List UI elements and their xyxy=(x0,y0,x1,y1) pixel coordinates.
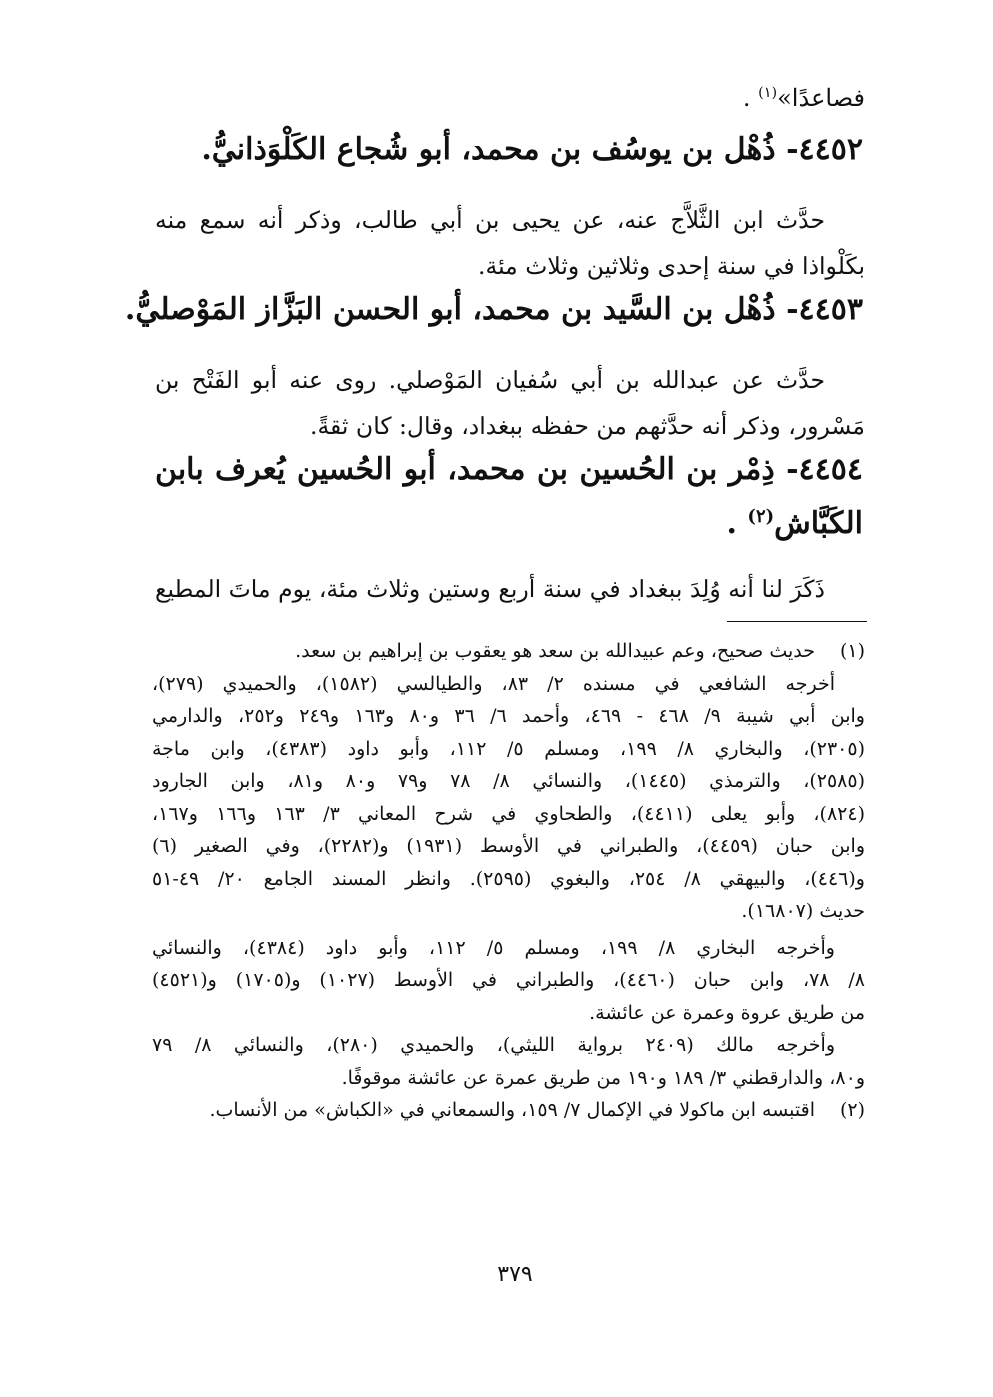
entry-4453-line-1: حدَّث عن عبدالله بن أبي سُفيان المَوْصلي. روى عنه أبو الفَتْح بن xyxy=(155,366,825,394)
footnote-1-line-1 xyxy=(152,635,865,668)
footnote-1-line-8: و(٤٤٦)، والبيهقي ٨/ ٢٥٤، والبغوي (٢٥٩٥). وانظر المسند الجامع ٢٠/ ٤٩-٥١ xyxy=(152,867,865,890)
footnote-2-number: (٢) xyxy=(839,1099,865,1121)
footnote-1-line-12: من طريق عروة وعمرة عن عائشة. xyxy=(589,1001,865,1024)
footnote-ref-1: (١) xyxy=(758,85,778,101)
footnote-1-line-9: حديث (١٦٨٠٧). xyxy=(741,900,865,922)
footnote-1-line-3: وابن أبي شيبة ٩/ ٤٦٨ - ٤٦٩، وأحمد ٦/ ٣٦ و٨٠ و١٦٣ و٢٤٩ و٢٥٢، والدارمي xyxy=(152,705,865,727)
entry-4453-line-2: مَسْرور، وذكر أنه حدَّثهم من حفظه ببغداد، وقال: كان ثقةً. xyxy=(309,412,865,440)
entry-4452-title: ٤٤٥٢- ذُهْل بن يوسُف بن محمد، أبو شُجاع الكَلْوَذانيُّ. xyxy=(201,132,863,167)
entry-4454-title-line-2: الكَبَّاش$^{(٢)}$ . xyxy=(726,506,863,541)
entry-4453-title: ٤٤٥٣- ذُهْل بن السَّيد بن محمد، أبو الحسن البَزَّاز المَوْصليُّ. xyxy=(124,292,863,327)
footnote-1-line-11: ٨/ ٧٨، وابن حبان (٤٤٦٠)، والطبراني في الأوسط (١٠٢٧) و(١٧٠٥) و(٤٥٢١) xyxy=(152,969,865,991)
footnote-1-line-4: (٢٣٠٥)، والبخاري ٨/ ١٩٩، ومسلم ٥/ ١١٢، وأبو داود (٤٣٨٣)، وابن ماجة xyxy=(152,737,865,760)
continuation-text: فصاعدًا»$^{(١)}$ . xyxy=(742,84,865,112)
footnote-1-line-10: وأخرجه البخاري ٨/ ١٩٩، ومسلم ٥/ ١١٢، وأبو داود (٤٣٨٤)، والنسائي xyxy=(152,936,835,959)
footnote-2-text: اقتبسه ابن ماكولا في الإكمال ٧/ ١٥٩، والسمعاني في «الكباش» من الأنساب. xyxy=(209,1099,815,1121)
continuation-words: فصاعدًا» xyxy=(777,84,865,112)
footnote-1-line-6: (٨٢٤)، وأبو يعلى (٤٤١١)، والطحاوي في شرح المعاني ٣/ ١٦٣ و١٦٦ و١٦٧، xyxy=(152,802,865,825)
entry-4453-body xyxy=(155,357,865,449)
footnotes xyxy=(152,635,865,1127)
footnote-1-line-7: وابن حبان (٤٤٥٩)، والطبراني في الأوسط (١٩٣١) و(٢٢٨٢)، وفي الصغير (٦) xyxy=(152,835,865,857)
entry-4454-line-1: ذَكَرَ لنا أنه وُلِدَ ببغداد في سنة أربع وستين وثلاث مئة، يوم ماتَ المطيع xyxy=(155,575,825,603)
footnote-separator xyxy=(727,621,867,622)
entry-4454-body xyxy=(155,566,865,612)
entry-4452-line-1: حدَّث ابن الثَّلاَّج عنه، عن يحيى بن أبي طالب، وذكر أنه سمع منه xyxy=(155,206,825,234)
footnote-1-number: (١) xyxy=(839,640,865,662)
footnote-ref-2: (٢) xyxy=(747,506,775,527)
footnote-1-line-2: أخرجه الشافعي في مسنده ٢/ ٨٣، والطيالسي (١٥٨٢)، والحميدي (٢٧٩)، xyxy=(152,672,835,695)
entry-4452-body xyxy=(155,197,865,289)
entry-4452-line-2: بكَلْواذا في سنة إحدى وثلاثين وثلاث مئة. xyxy=(478,252,865,280)
footnote-1-line-14: و٨٠، والدارقطني ٣/ ١٨٩ و١٩٠ من طريق عمرة عن عائشة موقوفًا. xyxy=(341,1066,865,1089)
page-number: ٣٧٩ xyxy=(497,1262,533,1287)
entry-4454-title-line-1: ٤٤٥٤- ذِمْر بن الحُسين بن محمد، أبو الحُسين يُعرف بابن xyxy=(155,452,863,487)
footnote-2 xyxy=(152,1094,865,1127)
entry-4454-title-name: الكَبَّاش xyxy=(774,506,863,541)
footnote-1-text: حديث صحيح، وعم عبيدالله بن سعد هو يعقوب بن إبراهيم بن سعد. xyxy=(295,640,815,662)
footnote-1-line-5: (٢٥٨٥)، والترمذي (١٤٤٥)، والنسائي ٨/ ٧٨ و٧٩ و٨٠ و٨١، وابن الجارود xyxy=(152,770,865,792)
footnote-1-line-13: وأخرجه مالك (٢٤٠٩ برواية الليثي)، والحميدي (٢٨٠)، والنسائي ٨/ ٧٩ xyxy=(152,1034,835,1056)
